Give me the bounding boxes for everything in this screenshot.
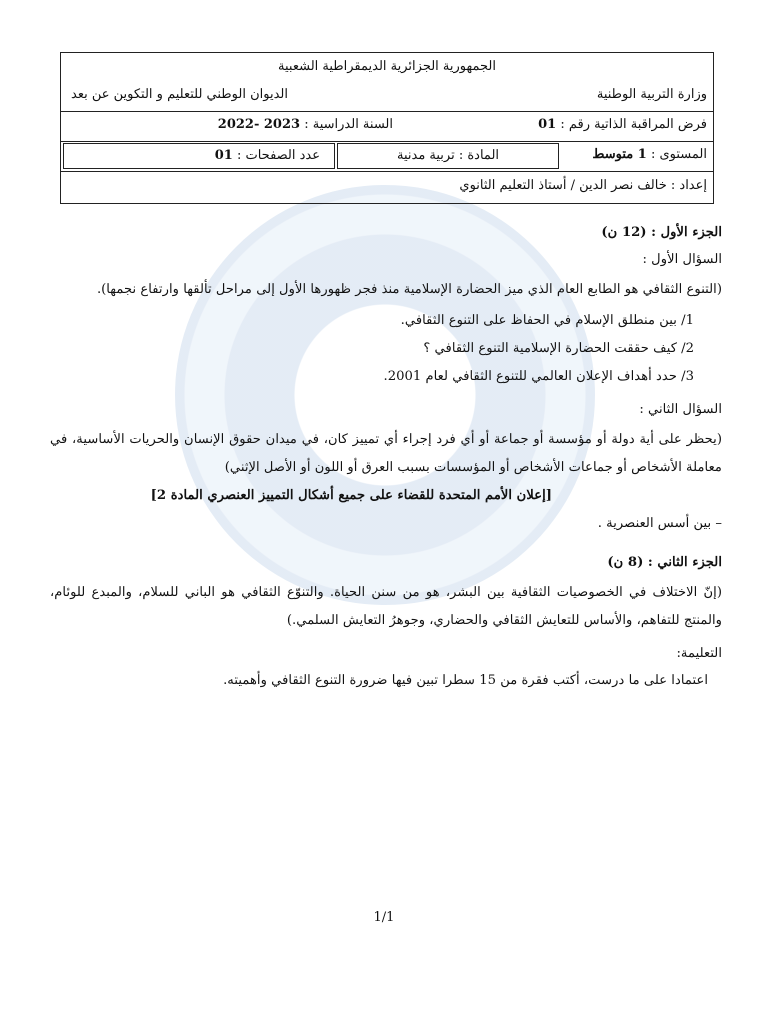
q1-item-1: 1/ بين منطلق الإسلام في الحفاظ على التنوع الثقافي. bbox=[400, 313, 694, 328]
header-row-exam bbox=[61, 111, 713, 142]
header-row-level bbox=[61, 141, 713, 172]
subject-box bbox=[337, 143, 559, 169]
level-value: 1 متوسط bbox=[592, 147, 647, 162]
level bbox=[592, 147, 707, 162]
header-row-author bbox=[61, 171, 713, 202]
q1-text: (التنوع الثقافي هو الطابع العام الذي ميز الحضارة الإسلامية منذ فجر ظهورها الأول إلى مراحل تألقها وارتفاع نجمها). bbox=[96, 282, 722, 297]
exam-number bbox=[538, 117, 707, 132]
instruction-text: اعتمادا على ما درست، أكتب فقرة من 15 سطرا تبين فيها ضرورة التنوع الثقافي وأهميته. bbox=[223, 673, 708, 688]
author: إعداد : خالف نصر الدين / أستاذ التعليم الثانوي bbox=[459, 178, 707, 193]
instruction-title: التعليمة: bbox=[676, 646, 722, 661]
exam-label: فرض المراقبة الذاتية رقم : bbox=[560, 117, 707, 132]
q1-item-3: 3/ حدد أهداف الإعلان العالمي للتنوع الثقافي لعام 2001. bbox=[383, 369, 694, 384]
part2-text: (إنّ الاختلاف في الخصوصيات الثقافية بين البشر، هو من سنن الحياة. والتنوّع الثقافي هو الباني للسلام، والمبدع للوئام، والمنتج للتفاهم، والأساس للتعايش الثقافي والحضاري، وجوهرُ التعايش السلمي.) bbox=[50, 585, 722, 628]
q2-title: السؤال الثاني : bbox=[639, 402, 722, 417]
year-value: 2022- 2023 bbox=[217, 117, 301, 132]
pages-label: عدد الصفحات : bbox=[236, 148, 320, 163]
q1-title: السؤال الأول : bbox=[642, 252, 722, 267]
republic-title: الجمهورية الجزائرية الديمقراطية الشعبية bbox=[278, 59, 496, 74]
pages bbox=[215, 148, 320, 163]
pages-box bbox=[63, 143, 335, 169]
subject: المادة : تربية مدنية bbox=[396, 148, 500, 163]
school-year bbox=[218, 117, 393, 132]
level-label: المستوى : bbox=[650, 147, 707, 162]
part1-title: الجزء الأول : (12 ن) bbox=[601, 225, 722, 240]
year-label: السنة الدراسية : bbox=[304, 117, 393, 132]
exam-header-table bbox=[60, 52, 714, 204]
q2-source: [إعلان الأمم المتحدة للقضاء على جميع أشكال التمييز العنصري المادة 2] bbox=[150, 488, 552, 503]
exam-content bbox=[50, 218, 722, 691]
page-number: 1/1 bbox=[373, 910, 395, 925]
header-row-institution bbox=[61, 53, 713, 112]
ministry-name: وزارة التربية الوطنية bbox=[596, 87, 707, 102]
pages-value: 01 bbox=[214, 148, 233, 163]
part2-title: الجزء الثاني : (8 ن) bbox=[607, 555, 722, 570]
q1-item-2: 2/ كيف حققت الحضارة الإسلامية التنوع الثقافي ؟ bbox=[423, 341, 694, 356]
office-name: الديوان الوطني للتعليم و التكوين عن بعد bbox=[71, 87, 288, 102]
q2-text: (يحظر على أية دولة أو مؤسسة أو جماعة أو أي فرد إجراء أي تمييز كان، في ميدان حقوق الإنسان والحريات الأساسية، في معاملة الأشخاص أو جماعات الأشخاص أو المؤسسات بسبب العرق أو اللون أو الأصل الإثني) bbox=[50, 432, 722, 475]
exam-number-value: 01 bbox=[538, 117, 557, 132]
q2-task: – بين أسس العنصرية . bbox=[597, 516, 722, 531]
